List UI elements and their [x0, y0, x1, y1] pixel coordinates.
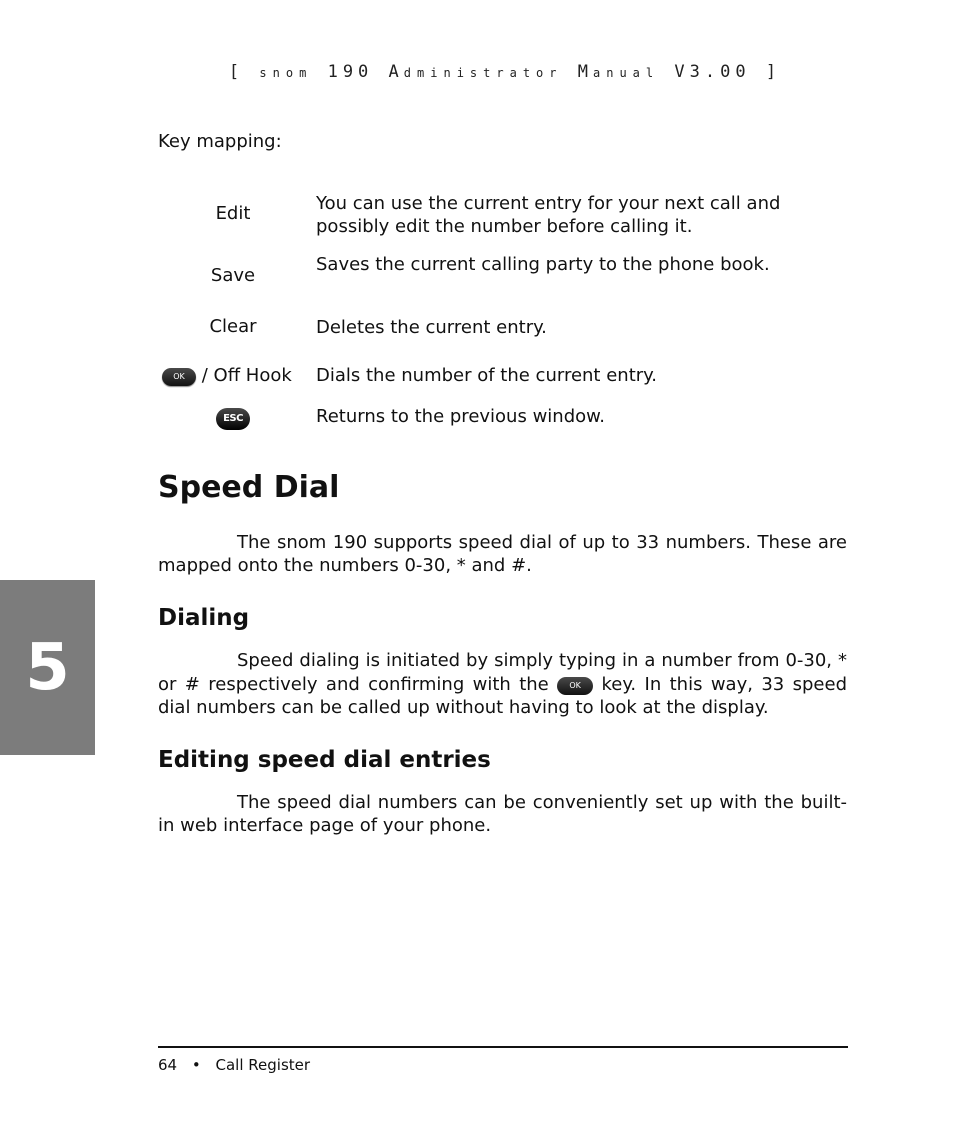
header-admin-rest: dministrator: [403, 66, 563, 80]
running-header: [0, 62, 954, 82]
esc-key-icon: ESC: [216, 408, 250, 430]
key-save: Save: [210, 265, 256, 286]
desc-edit: You can use the current entry for your next call and possibly edit the number before calling it.: [316, 193, 781, 237]
key-offhook-label: / Off Hook: [201, 365, 292, 386]
desc-clear: Deletes the current entry.: [316, 317, 547, 338]
dialing-text-after: key. In this way, 33 speed dial numbers can be called up without having to look at the display.: [158, 673, 847, 718]
desc-ok-offhook: Dials the number of the current entry.: [316, 365, 657, 386]
header-model: 190: [327, 62, 374, 82]
header-bracket-close: ]: [765, 62, 782, 82]
editing-paragraph: The speed dial numbers can be conveniently set up with the built-in web interface page of your phone.: [158, 792, 847, 836]
key-esc: [160, 405, 306, 430]
section-title-speed-dial: Speed Dial: [158, 470, 340, 505]
footer-bullet: •: [191, 1056, 201, 1074]
speed-dial-paragraph: The snom 190 supports speed dial of up to 33 numbers. These are mapped onto the numbers 0-30, * and #.: [158, 532, 847, 576]
subsection-title-dialing: Dialing: [158, 605, 250, 631]
key-mapping-intro: Key mapping:: [158, 131, 282, 152]
page-number: 64: [158, 1056, 178, 1074]
footer-section: Call Register: [215, 1056, 311, 1074]
dialing-paragraph: [158, 649, 847, 720]
chapter-tab: [0, 580, 95, 755]
subsection-title-editing: Editing speed dial entries: [158, 747, 491, 773]
key-clear: Clear: [209, 316, 257, 337]
header-version: V3.00: [674, 62, 751, 82]
header-manual-rest: anual: [593, 66, 660, 80]
ok-key-icon: OK: [162, 368, 196, 386]
page-footer: [158, 1056, 310, 1074]
chapter-number: 5: [25, 630, 70, 705]
desc-esc: Returns to the previous window.: [316, 406, 605, 427]
key-edit: Edit: [215, 203, 251, 224]
dialing-text-before: Speed dialing is initiated by simply typing in a number from 0-30, * or # respectively and confirming with the: [158, 650, 847, 695]
header-snom: snom: [259, 66, 313, 80]
footer-rule: [158, 1046, 848, 1048]
ok-key-icon-inline: OK: [557, 677, 593, 695]
header-manual-cap: M: [577, 62, 593, 82]
header-bracket-open: [: [228, 62, 245, 82]
desc-save: Saves the current calling party to the phone book.: [316, 254, 770, 275]
header-admin-cap: A: [388, 62, 404, 82]
key-ok-offhook: [162, 365, 308, 386]
